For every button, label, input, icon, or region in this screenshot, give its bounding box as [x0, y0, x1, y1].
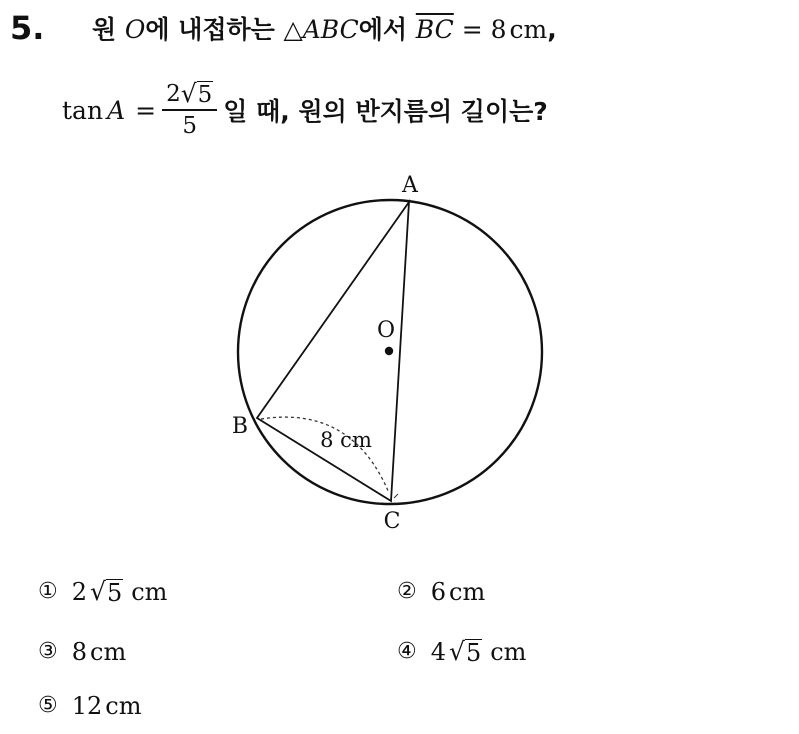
bc-unit: cm [509, 15, 548, 44]
segment-bc: $\overline{BC}$ [415, 15, 454, 44]
option-1-coefficient: 2 [71, 578, 88, 606]
option-5-unit: cm [105, 692, 142, 720]
option-2-mark: ② [397, 579, 417, 604]
question-text-2: 에 내접하는 △ [145, 15, 303, 44]
comma: , [547, 15, 557, 44]
option-2-value: 6 [430, 578, 447, 606]
fraction-denominator: 5 [182, 113, 197, 139]
option-2[interactable] [397, 576, 485, 608]
option-1-mark: ① [38, 579, 58, 604]
question-text-1: 원 [92, 15, 125, 44]
label-c: C [383, 509, 401, 534]
triangle-name: ABC [302, 15, 359, 44]
option-1-radicand: 5 [106, 579, 123, 607]
option-1-sqrt [90, 578, 123, 606]
equals-sign: = [453, 15, 491, 44]
label-a: A [402, 173, 418, 198]
question-number: 5. [10, 9, 45, 47]
option-1[interactable] [38, 576, 167, 608]
option-4-mark: ④ [397, 639, 417, 664]
label-o: O [376, 318, 396, 343]
option-5-mark: ⑤ [38, 693, 58, 718]
bc-length-label: 8 cm [320, 428, 372, 452]
angle-a: A [107, 95, 126, 125]
radical-sign-icon: √ [180, 79, 197, 108]
bc-length: 8 [490, 15, 507, 44]
option-5-value: 12 [71, 692, 103, 720]
question-text-3: 에서 [358, 15, 416, 44]
option-4-unit: cm [490, 638, 527, 666]
option-2-unit: cm [449, 578, 486, 606]
numerator-radicand: 5 [197, 82, 213, 108]
option-3-value: 8 [71, 638, 88, 666]
option-1-unit: cm [131, 578, 168, 606]
center-point-o [385, 347, 393, 355]
question-text-4: 일 때, 원의 반지름의 길이는? [223, 97, 548, 126]
option-3-mark: ③ [38, 639, 58, 664]
tan-function: tan [62, 95, 104, 125]
radical-sign-icon: √ [90, 577, 106, 606]
radical-sign-icon: √ [449, 637, 465, 666]
option-5[interactable] [38, 690, 141, 722]
angle-tick [394, 494, 398, 498]
circle-name: O [124, 15, 146, 44]
equals-sign-2: = [135, 95, 157, 125]
option-3[interactable] [38, 636, 126, 668]
option-4-coefficient: 4 [430, 638, 447, 666]
numerator-coefficient: 2 [166, 81, 181, 107]
option-4-radicand: 5 [465, 639, 482, 667]
label-b: B [231, 414, 249, 439]
option-4[interactable] [397, 636, 526, 668]
option-3-unit: cm [90, 638, 127, 666]
option-4-sqrt [449, 638, 482, 666]
